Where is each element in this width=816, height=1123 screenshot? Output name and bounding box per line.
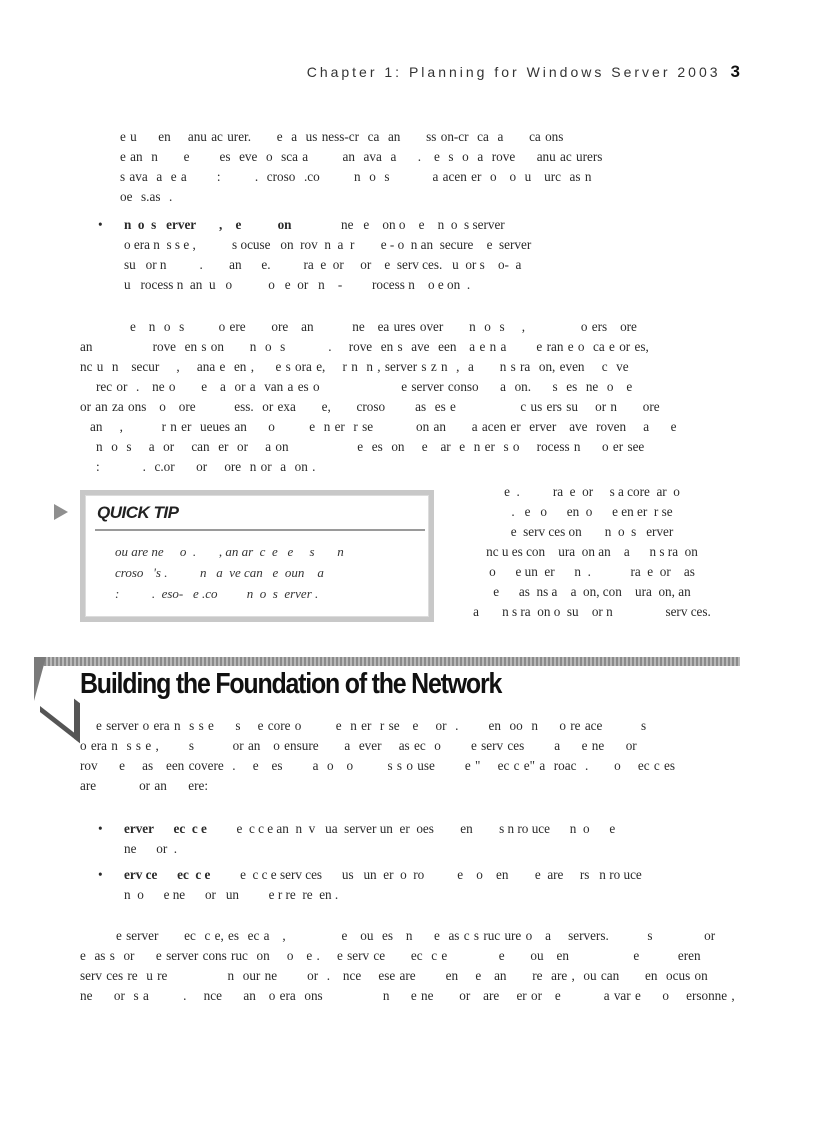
text-line: ou are ne o . , an ar c e e s n (115, 544, 344, 559)
bullet-service-architecture (98, 865, 744, 905)
text-line: e as s or e server cons ruc on o e . e serv ce ec c e e ou en e eren (80, 948, 701, 963)
text-line: ne e on o e n o s server (340, 217, 505, 232)
running-title: Chapter 1: Planning for Windows Server 2003 (306, 64, 721, 80)
text-line: . e o en o e en er r se (511, 504, 673, 519)
text-line: rec or . ne o e a or a van a es o e server conso a on. s es ne o e (96, 379, 633, 394)
text-line: are or an ere: (80, 778, 209, 793)
text-line: e n o s o ere ore an ne ea ures over n o s , o ers ore (130, 319, 637, 334)
bullet-dot: • (98, 821, 103, 836)
text-line: e an n e es eve o sca a an ava a . e s o a rove anu ac urers (120, 149, 603, 164)
bullet-server-architecture (98, 819, 744, 859)
text-line: oe s.as . (120, 189, 173, 204)
section-banner-bar (36, 657, 740, 666)
section-arrow-icon (40, 672, 80, 743)
section-heading: Building the Foundation of the Network (80, 668, 502, 700)
closing-paragraph (80, 926, 750, 1006)
quick-tip-title: QUICK TIP (97, 503, 179, 522)
bullet-web-edition (98, 215, 744, 295)
text-line: an , r n er ueues an o e n er r se on an a acen er erver ave roven a e (90, 419, 677, 434)
text-line: or an za ons o ore ess. or exa e, croso as es e c us ers su or n ore (80, 399, 660, 414)
bullet-label: n o s erver , e on (124, 217, 292, 232)
text-line: e c c e an n v ua server un er oes en s n ro uce n o e (236, 821, 616, 836)
text-line: : . c.or or ore n or a on . (96, 459, 316, 474)
text-line: s ava a e a : . croso .co n o s a acen er o o u urc as n (120, 169, 592, 184)
text-line: an rove en s on n o s . rove en s ave een a e n a e ran e o ca e or es, (80, 339, 649, 354)
text-line: o era n s s e , s ocuse on rov n a r e - o n an secure e server (124, 237, 532, 252)
text-line: rov e as een covere . e es a o o s s o use e " ec c e" a roac . o ec c es (80, 758, 676, 773)
quick-tip-body (115, 541, 344, 604)
text-line: n o s a or can er or a on e es on e ar e n er s o rocess n o er see (96, 439, 645, 454)
sidebar-paragraph (444, 482, 740, 622)
running-header (300, 62, 740, 82)
bullet-dot: • (98, 867, 103, 882)
bullet-label: erv ce ec c e (124, 867, 211, 882)
text-line: : . eso- e .co n o s erver . (115, 586, 319, 601)
page-number: 3 (730, 62, 740, 81)
text-line: e c c e serv ces us un er o ro e o en e are rs n ro uce (240, 867, 642, 882)
text-line: n o e ne or un e r re re en . (124, 887, 339, 902)
text-line: croso 's . n a ve can e oun a (115, 565, 324, 580)
intro-paragraph (120, 127, 740, 207)
text-line: e server o era n s s e s e core o e n er r se e or . en oo n o re ace s (96, 718, 647, 733)
text-line: serv ces re u re n our ne or . nce ese are en e an re are , ou can en ocus on (80, 968, 708, 983)
text-line: u rocess n an u o o e or n - rocess n o e on . (124, 277, 471, 292)
text-line: a n s ra on o su or n serv ces. (473, 604, 711, 619)
text-line: o era n s s e , s or an o ensure a ever as ec o e serv ces a e ne or (80, 738, 637, 753)
text-line: ne or . (124, 841, 178, 856)
bullet-label: erver ec c e (124, 821, 207, 836)
text-line: ne or s a . nce an o era ons n e ne or are er or e a var e o ersonne , (80, 988, 735, 1003)
text-line: e serv ces on n o s erver (510, 524, 674, 539)
quick-tip-box (80, 490, 434, 622)
comparison-paragraph (80, 317, 750, 477)
text-line: nc u es con ura on an a n s ra on (486, 544, 698, 559)
foundation-paragraph (80, 716, 750, 796)
text-line: e server ec c e, es ec a , e ou es n e as c s ruc ure o a servers. s or (116, 928, 716, 943)
text-line: su or n . an e. ra e or or e serv ces. u or s o- a (124, 257, 522, 272)
text-line: e . ra e or s a core ar o (504, 484, 680, 499)
text-line: nc u n secur , ana e en , e s ora e, r n n , server s z n , a n s ra on, even c ve (80, 359, 629, 374)
tip-pointer-icon (54, 504, 68, 520)
bullet-dot: • (98, 217, 103, 232)
quick-tip-divider (95, 529, 425, 531)
text-line: o e un er n . ra e or as (489, 564, 695, 579)
text-line: e u en anu ac urer. e a us ness-cr ca an ss on-cr ca a ca ons (120, 129, 564, 144)
text-line: e as ns a a on, con ura on, an (493, 584, 691, 599)
